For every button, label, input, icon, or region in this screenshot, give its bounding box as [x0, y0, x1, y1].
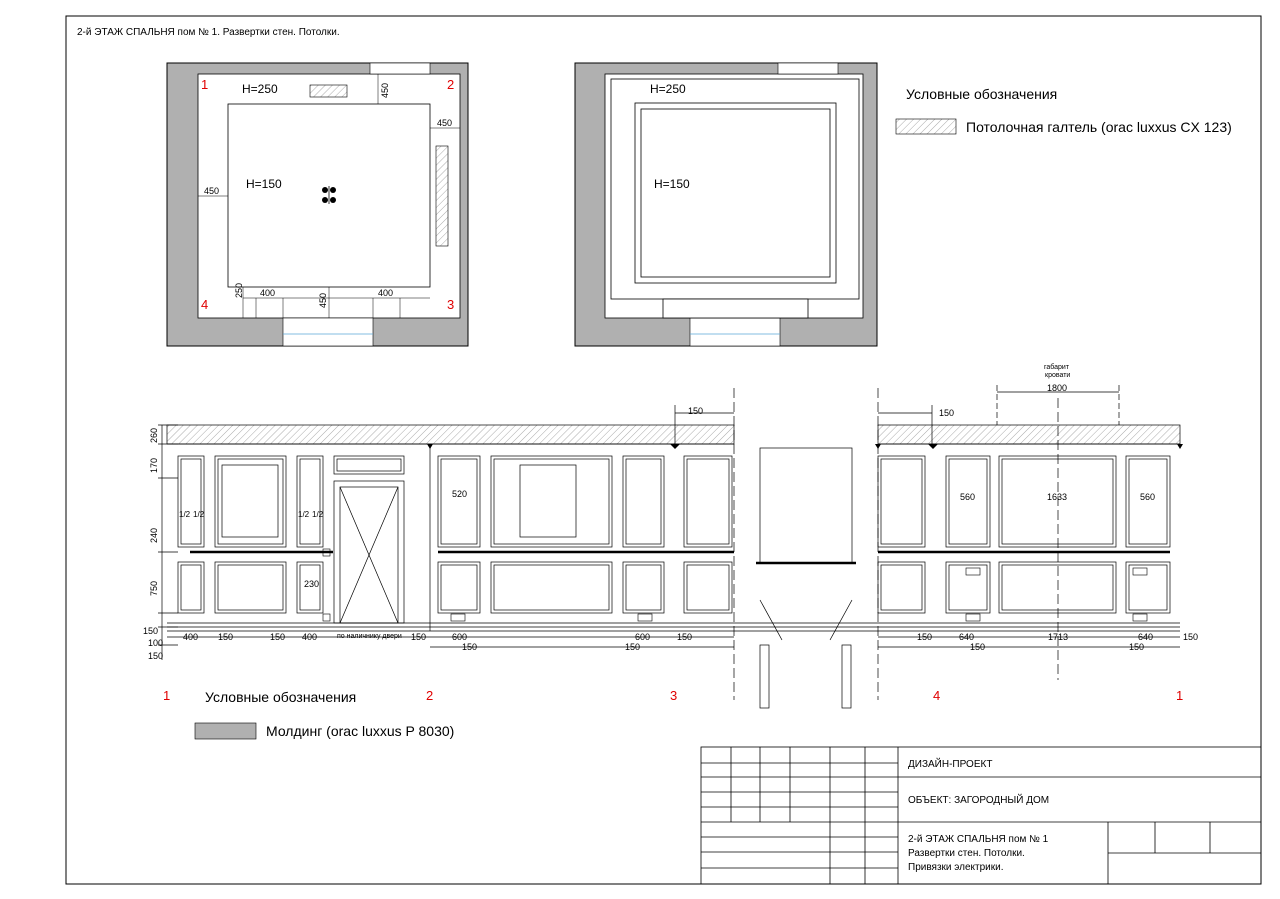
- bd2-c: 150: [462, 642, 478, 652]
- ceiling-plan-2: [575, 63, 877, 346]
- wall-number-4: 4: [933, 688, 941, 703]
- height-260: 260: [149, 427, 159, 443]
- bd2-a: 150: [411, 632, 427, 642]
- plan2-h-inner: H=150: [654, 177, 690, 191]
- panel-560a: 560: [960, 492, 976, 502]
- wall-number-2: 2: [426, 688, 434, 703]
- plan1-dim-bottom-side: 250: [234, 282, 244, 298]
- ceiling-plan-1: [167, 63, 468, 346]
- plan1-corner-2: 2: [447, 77, 455, 92]
- plan1-dim-bottom-left: 400: [260, 288, 276, 298]
- plan1-corner-4: 4: [201, 297, 209, 312]
- bd4-a: 150: [917, 632, 933, 642]
- title-block-text: [908, 757, 1049, 873]
- plan1-dim-right: 450: [437, 118, 453, 128]
- legend-bottom-title: Условные обозначения: [205, 689, 357, 705]
- legend-top-item: Потолочная галтель (orac luxxus CX 123): [966, 119, 1232, 135]
- plan1-dim-bottom-mid: 450: [318, 292, 328, 308]
- tb-project: ДИЗАЙН-ПРОЕКТ: [908, 759, 993, 770]
- bd2-b: 600: [452, 632, 468, 642]
- half-4: 1/2: [312, 510, 324, 519]
- legend-top: [896, 86, 1232, 135]
- height-750: 750: [149, 580, 159, 596]
- top-offset-a: 150: [688, 406, 704, 416]
- plan1-corner-3: 3: [447, 297, 455, 312]
- top-offset-b: 150: [939, 408, 955, 418]
- wall-number-1: 1: [163, 688, 171, 703]
- bd4-e: 150: [1129, 642, 1145, 652]
- height-240: 240: [149, 527, 159, 543]
- bed-label-2: кровати: [1045, 372, 1071, 379]
- plan1-dim-top: 450: [380, 82, 390, 98]
- height-100: 100: [148, 638, 164, 648]
- bd1-c: 150: [270, 632, 286, 642]
- half-2: 1/2: [193, 510, 205, 519]
- bd4-d: 1713: [1048, 632, 1069, 642]
- tb-sheet-line1: 2-й ЭТАЖ СПАЛЬНЯ пом № 1: [908, 834, 1049, 845]
- height-150a: 150: [143, 626, 159, 636]
- bd2-f: 150: [677, 632, 693, 642]
- panel-560b: 560: [1140, 492, 1156, 502]
- legend-top-title: Условные обозначения: [906, 86, 1058, 102]
- bed-label-1: габарит: [1044, 364, 1070, 371]
- bd1-a: 400: [183, 632, 199, 642]
- plan1-dim-bottom-right: 400: [378, 288, 394, 298]
- wall-number-1b: 1: [1176, 688, 1184, 703]
- door-note: по наличнику двери: [337, 633, 402, 640]
- bd4-c: 150: [970, 642, 986, 652]
- bd1-d: 400: [302, 632, 318, 642]
- legend-swatch-molding: [195, 723, 256, 739]
- panel-1633: 1633: [1047, 492, 1068, 502]
- bd4-g: 150: [1183, 632, 1199, 642]
- tb-sheet-line2: Развертки стен. Потолки.: [908, 848, 1025, 859]
- panel-230: 230: [304, 579, 320, 589]
- height-150b: 150: [148, 651, 164, 661]
- plan1-dim-left: 450: [204, 186, 220, 196]
- wall-number-3: 3: [670, 688, 678, 703]
- legend-swatch-cornice: [896, 119, 956, 134]
- bd2-d: 600: [635, 632, 651, 642]
- plan1-h-inner: H=150: [246, 177, 282, 191]
- bd4-b: 640: [959, 632, 975, 642]
- wall-elevation: [158, 385, 1180, 708]
- elevation-labels: [143, 363, 1198, 661]
- bed-width: 1800: [1047, 383, 1068, 393]
- half-1: 1/2: [179, 510, 191, 519]
- plan2-h-outer: H=250: [650, 82, 686, 96]
- bd1-b: 150: [218, 632, 234, 642]
- plan1-h-outer: H=250: [242, 82, 278, 96]
- sheet-title: 2-й ЭТАЖ СПАЛЬНЯ пом № 1. Развертки стен. Потолки.: [77, 27, 340, 38]
- tb-object: ОБЪЕКТ: ЗАГОРОДНЫЙ ДОМ: [908, 795, 1050, 806]
- half-3: 1/2: [298, 510, 310, 519]
- bd4-f: 640: [1138, 632, 1154, 642]
- legend-bottom: [195, 689, 454, 739]
- bd2-e: 150: [625, 642, 641, 652]
- tb-sheet-line3: Привязки электрики.: [908, 862, 1004, 873]
- panel-520: 520: [452, 489, 468, 499]
- height-170: 170: [149, 457, 159, 473]
- plan1-corner-1: 1: [201, 77, 209, 92]
- legend-bottom-item: Молдинг (orac luxxus P 8030): [266, 723, 455, 739]
